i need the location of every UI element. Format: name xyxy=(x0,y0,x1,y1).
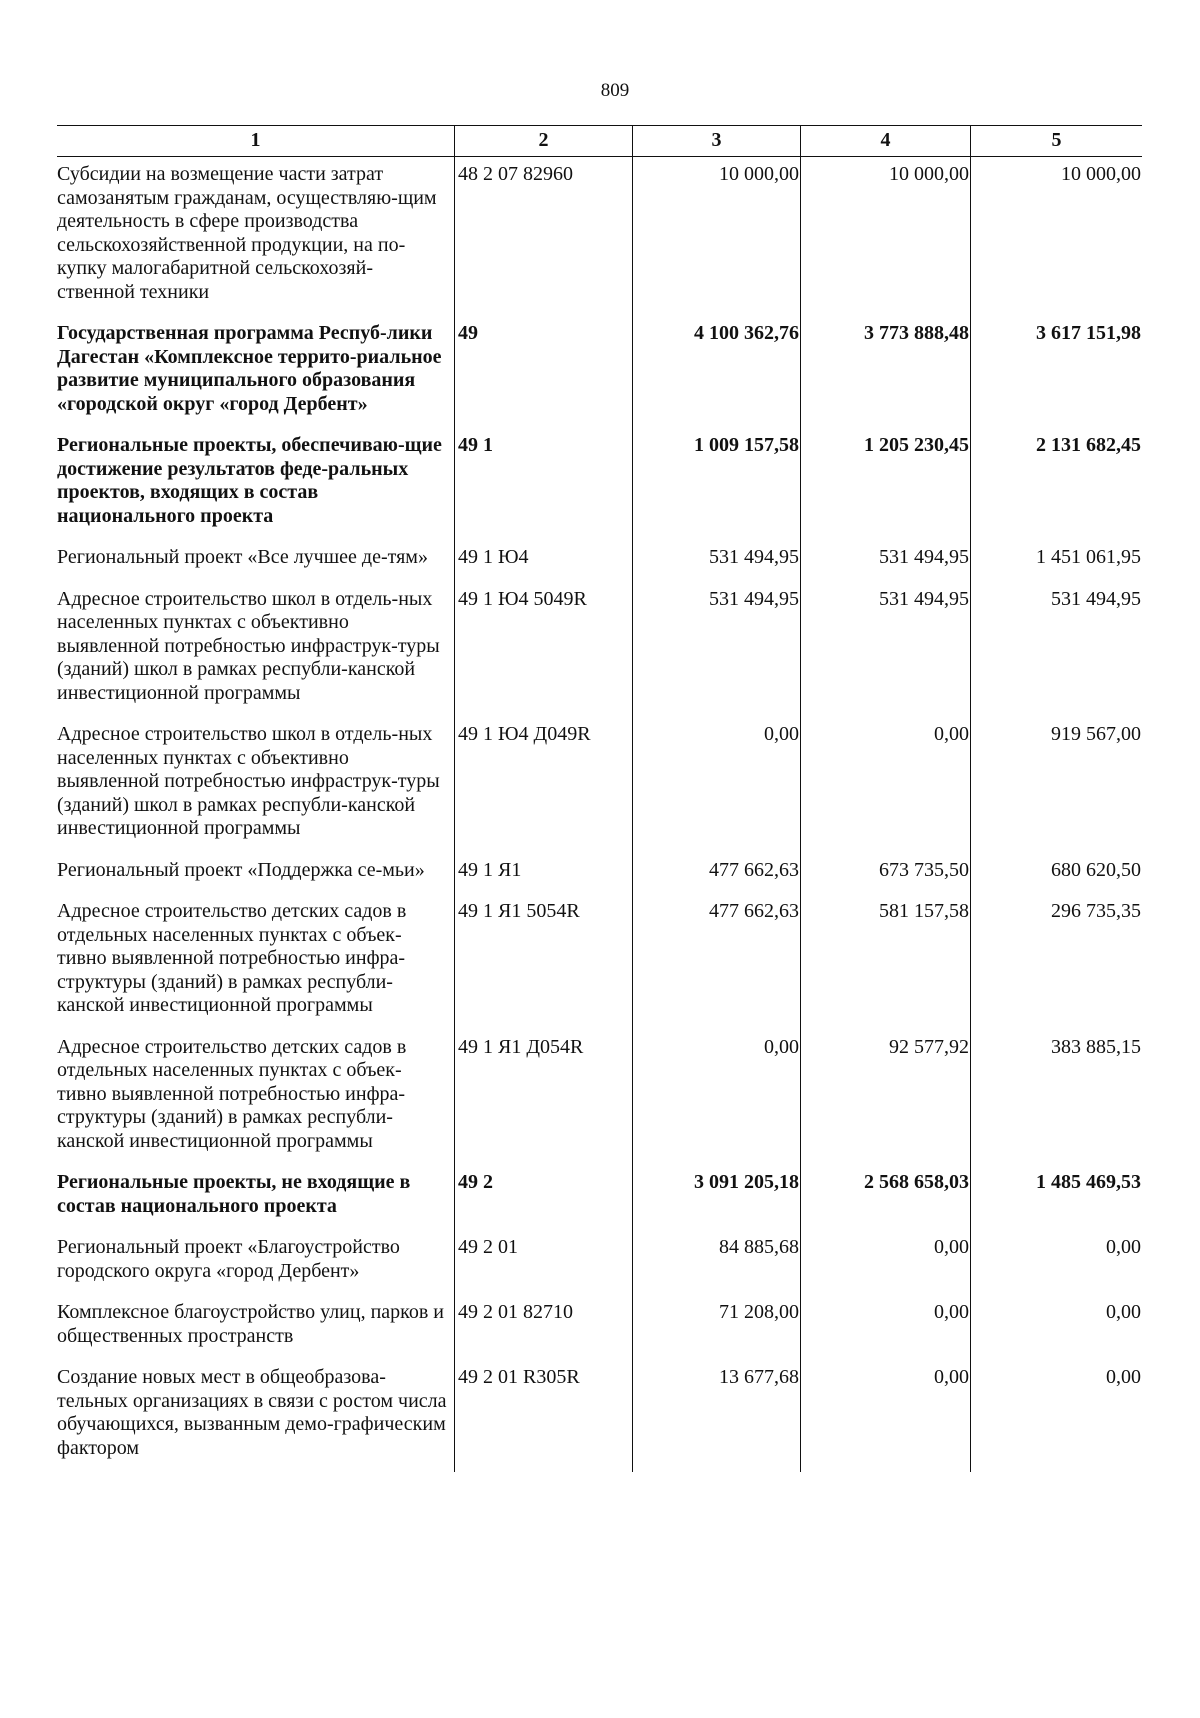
row-value-col4: 0,00 xyxy=(801,717,971,853)
row-code-cell: 49 xyxy=(455,316,633,428)
row-value-col5: 383 885,15 xyxy=(1051,1035,1141,1058)
row-code-cell: 49 1 Ю4 xyxy=(455,540,633,582)
table-row xyxy=(57,1360,1142,1472)
row-value-col4: 531 494,95 xyxy=(801,540,971,582)
row-value-col3: 3 091 205,18 xyxy=(633,1165,801,1230)
row-name-cell: Адресное строительство школ в отдель-ных населенных пунктах с объективно выявленной потребностью инфраструк-туры (зданий) школ в рамках республи-канской инвестиционной программы xyxy=(57,717,455,853)
row-code-cell: 49 1 Ю4 5049R xyxy=(455,582,633,718)
row-name-cell: Государственная программа Респуб-лики Дагестан «Комплексное террито-риальное развитие муниципального образования «городской округ «город Дербент» xyxy=(57,316,455,428)
row-value-col5: 0,00 xyxy=(1106,1301,1141,1323)
row-value-col4: 2 568 658,03 xyxy=(801,1165,971,1230)
table-row xyxy=(57,428,1142,540)
table-row xyxy=(57,157,1142,316)
row-value-col5: 10 000,00 xyxy=(1061,163,1141,185)
row-value-col4: 531 494,95 xyxy=(801,582,971,718)
row-code-cell: 49 1 Я1 xyxy=(455,853,633,895)
row-value-col3: 10 000,00 xyxy=(633,157,801,316)
table-row xyxy=(57,1165,1142,1230)
row-value-col3: 4 100 362,76 xyxy=(633,316,801,428)
row-value-col3: 477 662,63 xyxy=(633,894,801,1030)
row-value-col3: 531 494,95 xyxy=(633,540,801,582)
row-value-col3: 13 677,68 xyxy=(633,1360,801,1472)
row-value-col4: 673 735,50 xyxy=(801,853,971,895)
row-code-cell: 49 1 Ю4 Д049R xyxy=(455,717,633,853)
row-value-col5: 0,00 xyxy=(1106,1366,1141,1388)
table-row xyxy=(57,1295,1142,1360)
row-value-col4: 0,00 xyxy=(801,1295,971,1360)
row-name-cell: Адресное строительство школ в отдель-ных населенных пунктах с объективно выявленной потребностью инфраструк-туры (зданий) школ в рамках республи-канской инвестиционной программы xyxy=(57,582,455,718)
row-value-col5: 3 617 151,98 xyxy=(1036,322,1141,344)
row-value-col4: 1 205 230,45 xyxy=(801,428,971,540)
row-value-col4: 10 000,00 xyxy=(801,157,971,316)
row-code-cell: 49 1 Я1 5054R xyxy=(455,894,633,1030)
column-header-3: 3 xyxy=(633,126,801,156)
row-code-cell: 49 2 01 xyxy=(455,1230,633,1295)
row-value-col4: 3 773 888,48 xyxy=(801,316,971,428)
table-row xyxy=(57,582,1142,718)
row-value-col5: 1 485 469,53 xyxy=(1036,1171,1141,1193)
row-value-col5: 1 451 061,95 xyxy=(1036,546,1141,568)
row-value-col3: 71 208,00 xyxy=(633,1295,801,1360)
table-row xyxy=(57,316,1142,428)
row-value-col5: 2 131 682,45 xyxy=(1036,434,1141,456)
table-header-row xyxy=(57,125,1142,157)
budget-table xyxy=(57,125,1142,1472)
row-name-cell: Адресное строительство детских садов в отдельных населенных пунктах с объек-тивно выявленной потребностью инфра-структуры (зданий) в рамках республи-канской инвестиционной программы xyxy=(57,1030,455,1166)
row-value-col5: 680 620,50 xyxy=(1051,858,1141,881)
row-value-col3: 531 494,95 xyxy=(633,582,801,718)
row-value-col3: 84 885,68 xyxy=(633,1230,801,1295)
row-name-cell: Региональный проект «Все лучшее де-тям» xyxy=(57,540,455,582)
row-name-cell: Региональные проекты, не входящие в состав национального проекта xyxy=(57,1165,455,1230)
row-value-col5: 919 567,00 xyxy=(1051,723,1141,745)
table-row xyxy=(57,894,1142,1030)
row-value-col4: 0,00 xyxy=(801,1230,971,1295)
row-code-cell: 49 2 01 R305R xyxy=(455,1360,633,1472)
row-value-col3: 1 009 157,58 xyxy=(633,428,801,540)
row-code-cell: 49 2 xyxy=(455,1165,633,1230)
column-header-4: 4 xyxy=(801,126,971,156)
column-header-1: 1 xyxy=(57,126,455,156)
row-value-col5: 0,00 xyxy=(1106,1236,1141,1258)
row-name-cell: Субсидии на возмещение части затрат самозанятым гражданам, осуществляю-щим деятельность в сфере производства сельскохозяйственной продукции, на по-купку малогабаритной сельскохозяй-ственной техники xyxy=(57,157,455,316)
table-row xyxy=(57,540,1142,582)
row-value-col5: 531 494,95 xyxy=(1051,587,1141,610)
column-header-5: 5 xyxy=(1051,129,1062,151)
row-name-cell: Региональные проекты, обеспечиваю-щие достижение результатов феде-ральных проектов, входящих в состав национального проекта xyxy=(57,428,455,540)
table-body xyxy=(57,157,1142,1472)
row-code-cell: 48 2 07 82960 xyxy=(455,157,633,316)
row-code-cell: 49 1 Я1 Д054R xyxy=(455,1030,633,1166)
table-row xyxy=(57,1230,1142,1295)
row-value-col3: 0,00 xyxy=(633,1030,801,1166)
row-value-col3: 0,00 xyxy=(633,717,801,853)
column-header-2: 2 xyxy=(455,126,633,156)
row-value-col4: 581 157,58 xyxy=(801,894,971,1030)
table-row xyxy=(57,1030,1142,1166)
row-value-col3: 477 662,63 xyxy=(633,853,801,895)
row-code-cell: 49 2 01 82710 xyxy=(455,1295,633,1360)
row-name-cell: Региональный проект «Поддержка се-мьи» xyxy=(57,853,455,895)
row-value-col4: 92 577,92 xyxy=(801,1030,971,1166)
row-value-col5: 296 735,35 xyxy=(1051,900,1141,922)
row-name-cell: Создание новых мест в общеобразова-тельных организациях в связи с ростом числа обучающихся, вызванным демо-графическим фактором xyxy=(57,1360,455,1472)
row-name-cell: Региональный проект «Благоустройство городского округа «город Дербент» xyxy=(57,1230,455,1295)
row-value-col4: 0,00 xyxy=(801,1360,971,1472)
table-row xyxy=(57,853,1142,895)
page-number: 809 xyxy=(600,80,630,101)
table-row xyxy=(57,717,1142,853)
row-code-cell: 49 1 xyxy=(455,428,633,540)
row-name-cell: Комплексное благоустройство улиц, парков и общественных пространств xyxy=(57,1295,455,1360)
row-name-cell: Адресное строительство детских садов в отдельных населенных пунктах с объек-тивно выявленной потребностью инфра-структуры (зданий) в рамках республи-канской инвестиционной программы xyxy=(57,894,455,1030)
